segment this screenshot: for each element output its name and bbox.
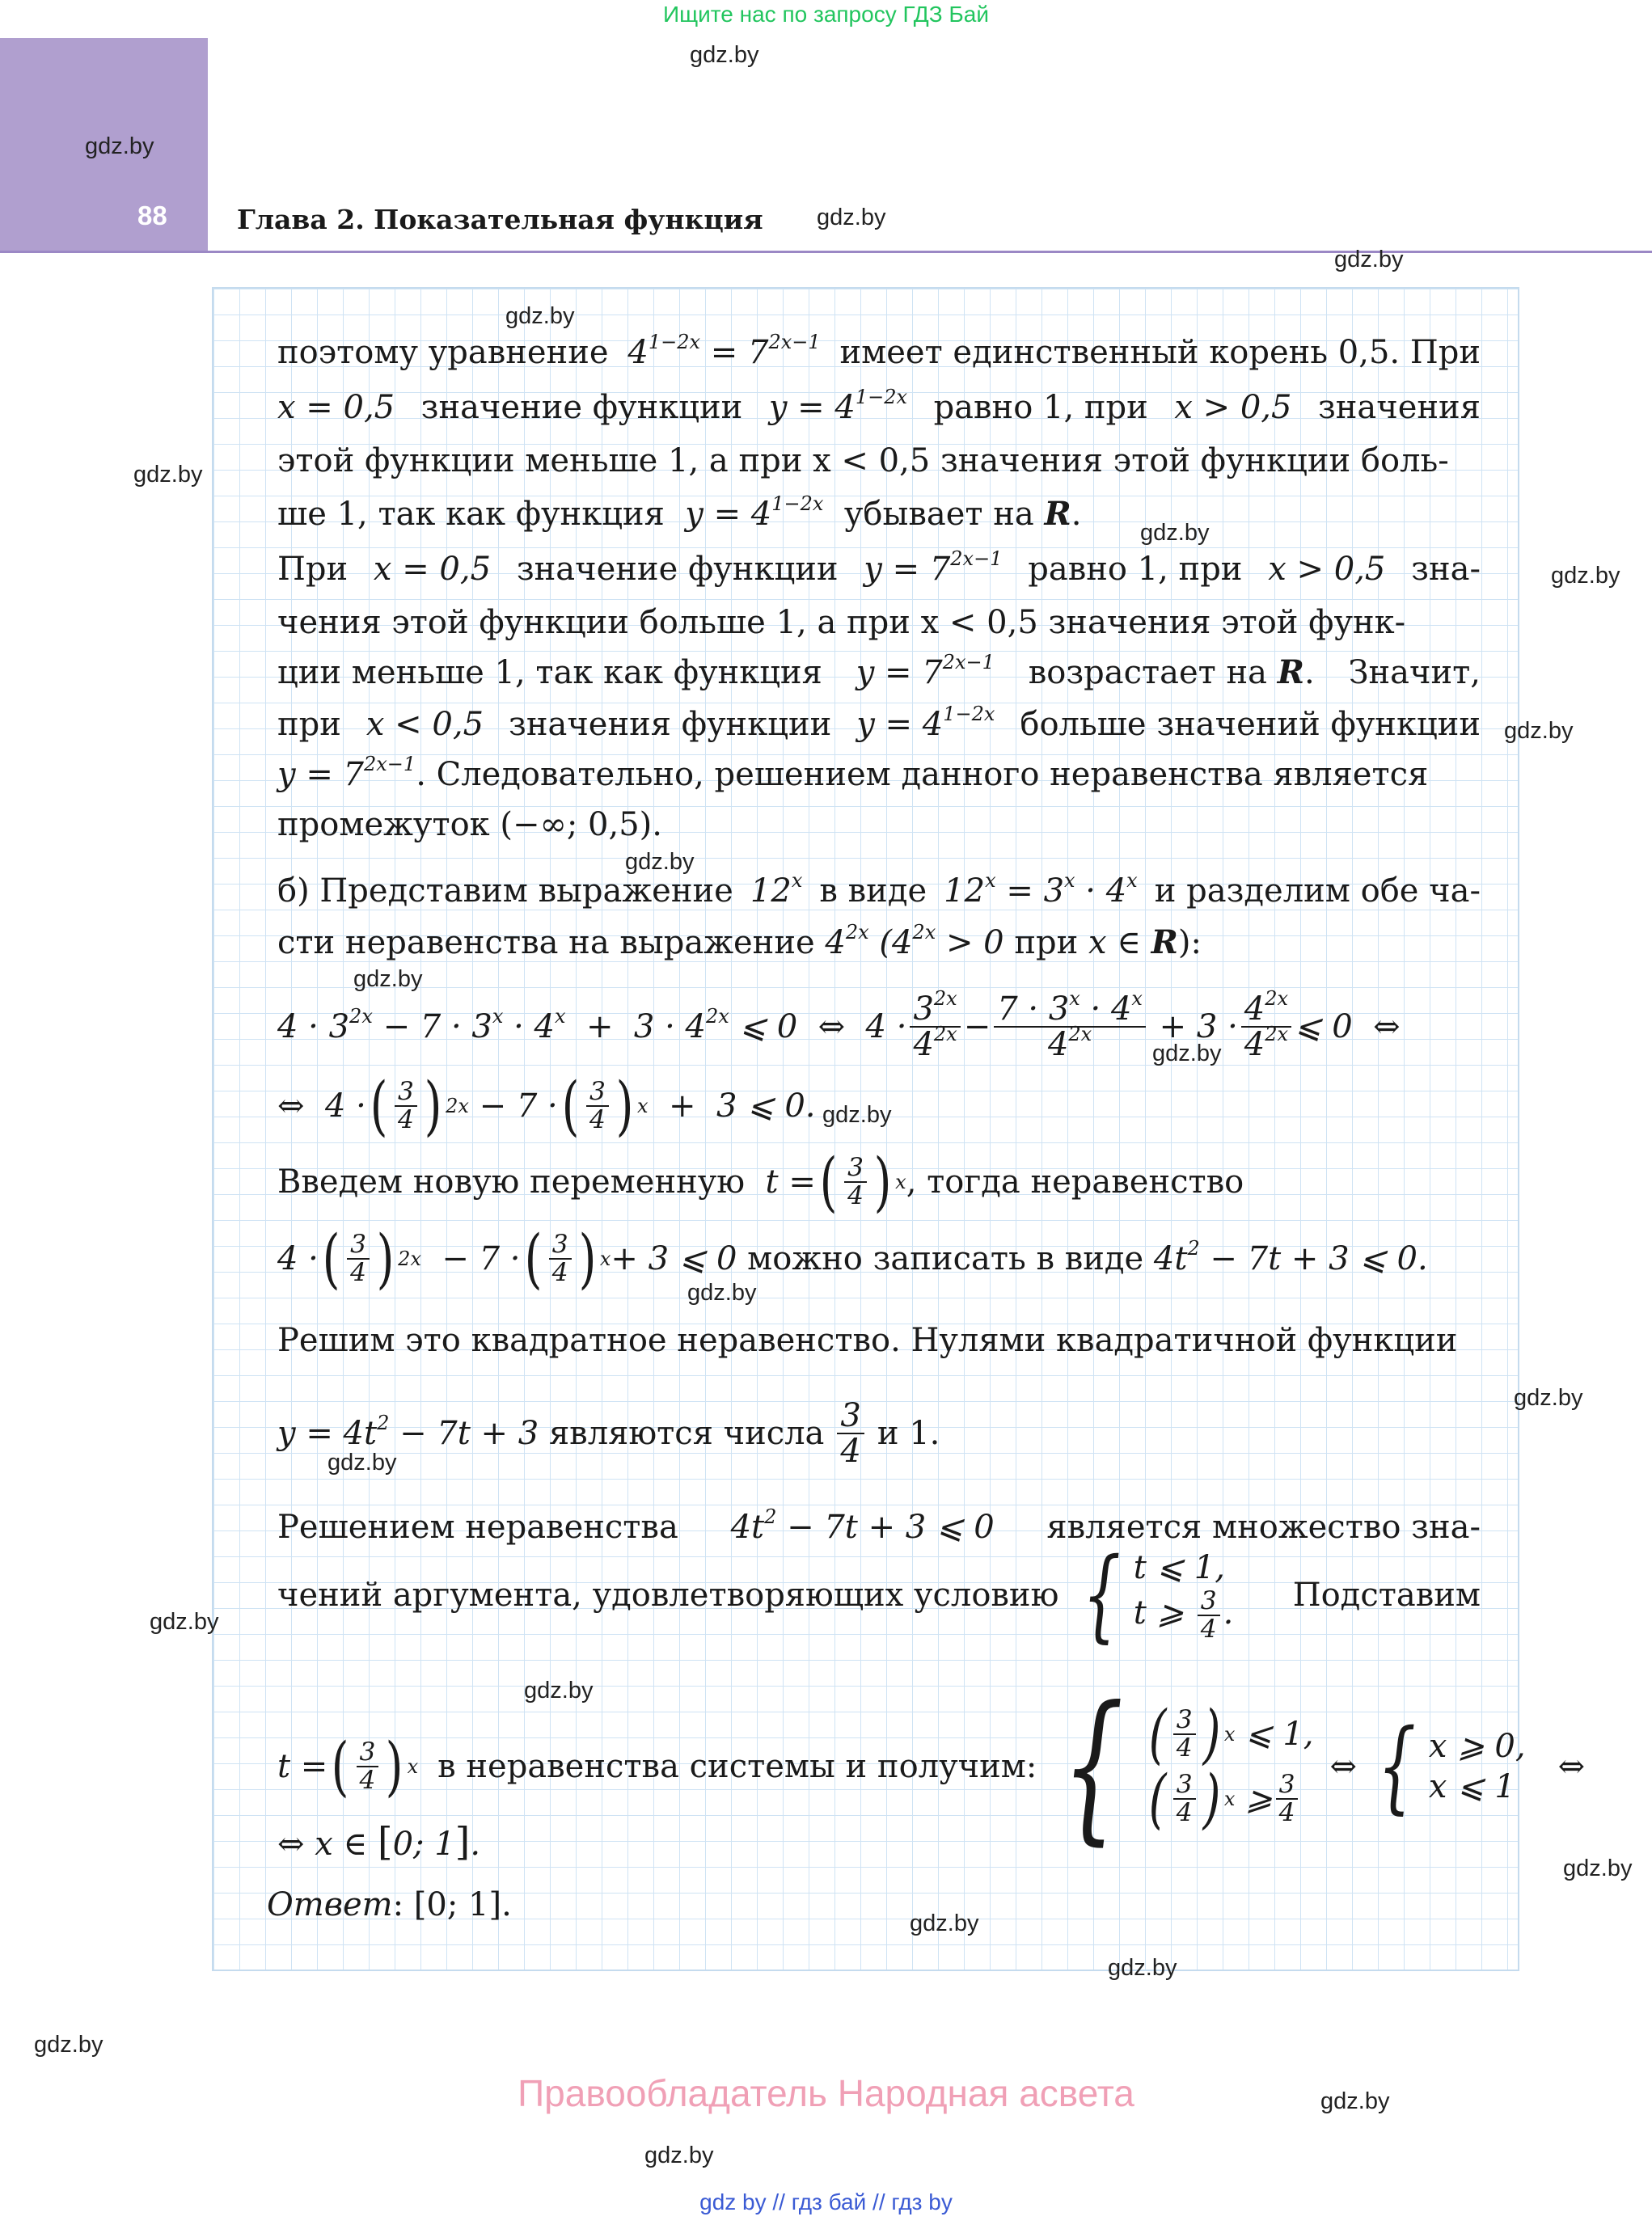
text-line: x = 0,5 значение функции $y = 4^{1-2x}$ равно 1, при x > 0,5 значения xyxy=(277,386,1481,426)
watermark: gdz.by xyxy=(1504,718,1574,744)
watermark: gdz.by xyxy=(1563,1856,1633,1881)
text-line: чений аргумента, удовлетворяющих условию { t ⩽ 1, t ⩾ $\frac{3}{4}$ . Подставим xyxy=(277,1537,1481,1653)
equation: $4 \cdot 3^{2x} - 7 \cdot 3^x \cdot 4^x + 3 \cdot 4^{2x}$ ⩽ 0 ⇔ 4 · $\frac{3^{2x}}{4^{2x}}$ − $\frac{7 \cdot 3^x \cdot 4^x}{4^{2x}}$ + 3 · $\frac{4^{2x}}{4^{2x}}$ ⩽ 0 ⇔ xyxy=(277,987,1401,1063)
footer-links[interactable]: gdz by // гдз бай // гдз by xyxy=(699,2189,953,2214)
watermark: gdz.by xyxy=(625,849,695,875)
watermark: gdz.by xyxy=(1551,563,1620,589)
watermark: gdz.by xyxy=(524,1678,594,1704)
watermark: gdz.by xyxy=(687,1280,757,1306)
text-line: t = ( $\frac{3}{4}$ ) x в неравенства системы и получим: { ( $\frac{3}{4}$ ) x ⩽ 1, ( $\frac{3}{4}$ ) x ⩾ $\frac{3}{4}$ ⇔ { x ⩾ 0, x ⩽ 1 ⇔ xyxy=(277,1672,1586,1860)
watermark: gdz.by xyxy=(910,1910,979,1936)
header-rule xyxy=(0,251,1652,253)
watermark: gdz.by xyxy=(1140,520,1210,546)
text-line: $y = 7^{2x-1}$. Следовательно, решением данного неравенства является xyxy=(277,753,1429,793)
text-line: $y = 4t^2 - 7t + 3$ являются числа $\frac{3}{4}$ и 1. xyxy=(277,1397,940,1470)
text-line: при x < 0,5 значения функции $y = 4^{1-2x}$ больше значений функции xyxy=(277,703,1481,743)
text-line: промежуток (−∞; 0,5). xyxy=(277,806,662,843)
watermark: gdz.by xyxy=(505,303,575,329)
watermark: gdz.by xyxy=(1108,1955,1177,1981)
answer: Ответ: [0; 1]. xyxy=(267,1886,512,1923)
text-line: б) Представим выражение 12$^x$ в виде $12^x = 3^x \cdot 4^x$ и разделим обе ча- xyxy=(277,869,1481,910)
watermark: gdz.by xyxy=(822,1102,892,1128)
watermark: gdz.by xyxy=(1320,2088,1390,2114)
rights-holder: Правообладатель Народная асвета xyxy=(518,2072,1134,2114)
watermark: gdz.by xyxy=(34,2032,104,2058)
watermark: gdz.by xyxy=(353,966,423,992)
text-line: чения этой функции больше 1, а при x < 0,5 значения этой функ- xyxy=(277,604,1406,641)
text-line: ше 1, так как функция $y = 4^{1-2x}$ убывает на R. xyxy=(277,492,1082,533)
equation: ⇔ x ∈ [0; 1]. xyxy=(277,1819,481,1864)
text-line: При x = 0,5 значение функции $y = 7^{2x-1}$ равно 1, при x > 0,5 зна- xyxy=(277,547,1481,588)
text-line: Решением неравенства $4t^2 - 7t + 3$ ⩽ 0 является множество зна- xyxy=(277,1505,1481,1546)
text-line: ции меньше 1, так как функция $y = 7^{2x-1}$ возрастает на R. Значит, xyxy=(277,651,1481,691)
chapter-title: Глава 2. Показательная функция xyxy=(237,204,763,235)
watermark: gdz.by xyxy=(1152,1041,1222,1066)
text-line: Решим это квадратное неравенство. Нулями квадратичной функции xyxy=(277,1322,1458,1359)
watermark: gdz.by xyxy=(690,42,759,68)
text-line: 4 · ( $\frac{3}{4}$ ) 2x − 7 · ( $\frac{3}{4}$ ) x + 3 ⩽ 0 можно записать в виде $4t^2 - 7t + 3$ ⩽ 0. xyxy=(277,1221,1428,1296)
watermark: gdz.by xyxy=(150,1609,219,1635)
text-line: Введем новую переменную t = ( $\frac{3}{4}$ ) x , тогда неравенство xyxy=(277,1144,1244,1219)
equation: ⇔ 4 · ( $\frac{3}{4}$ ) 2x − 7 · ( $\frac{3}{4}$ ) x + 3 ⩽ 0. xyxy=(277,1068,816,1143)
text-line: этой функции меньше 1, а при x < 0,5 значения этой функции боль- xyxy=(277,442,1449,479)
watermark: gdz.by xyxy=(1334,247,1404,272)
watermark: gdz.by xyxy=(85,133,154,159)
watermark: gdz.by xyxy=(644,2143,714,2168)
watermark: gdz.by xyxy=(327,1450,397,1476)
page-number: 88 xyxy=(137,201,167,230)
watermark: gdz.by xyxy=(1514,1385,1583,1411)
text-line: сти неравенства на выражение $4^{2x}$ ($4^{2x} > 0$ при x ∈ R): xyxy=(277,921,1202,961)
watermark: gdz.by xyxy=(133,462,203,488)
top-banner[interactable]: Ищите нас по запросу ГДЗ Бай xyxy=(662,2,990,27)
watermark: gdz.by xyxy=(817,205,886,230)
text-line: поэтому уравнение $4^{1-2x} = 7^{2x-1}$ имеет единственный корень 0,5. При xyxy=(277,331,1481,371)
